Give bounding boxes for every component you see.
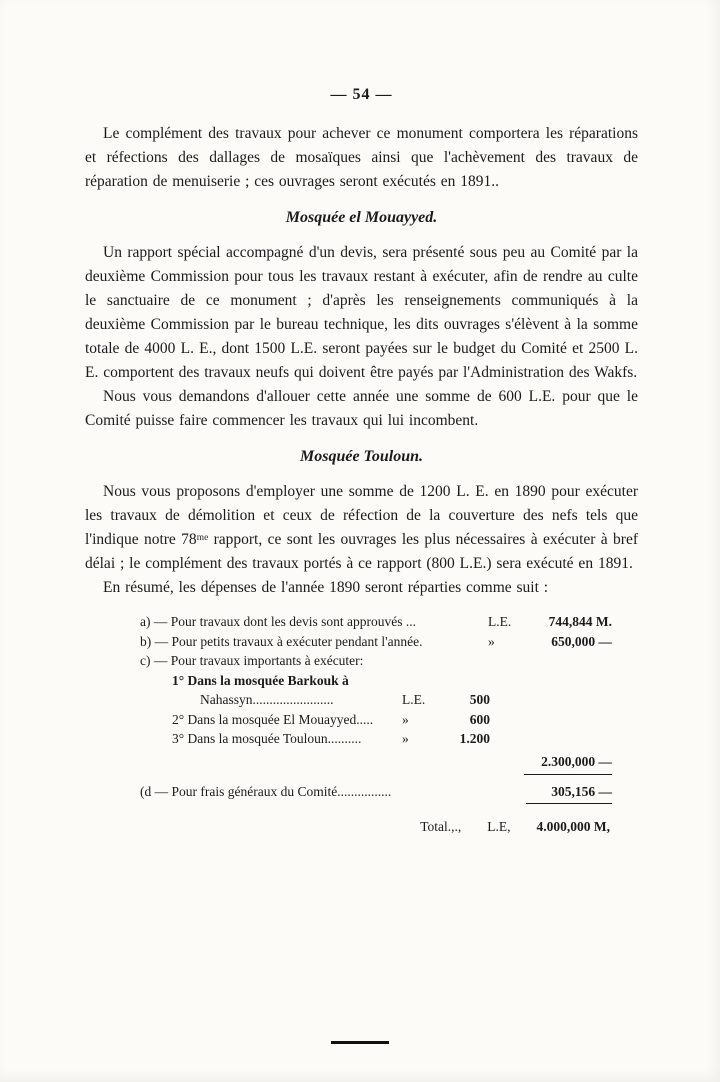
row-d-amount: 305,156 — xyxy=(526,782,612,805)
paragraph-demande-allocation: Nous vous demandons d'allouer cette année une somme de 600 L.E. pour que le Comité puisse faire commencer les travaux qui lui incombent. xyxy=(85,388,638,429)
summary-row-a xyxy=(140,612,612,632)
row-a-label: a) — Pour travaux dont les devis sont approuvés ... xyxy=(140,614,416,629)
subrow-2-amount: 600 xyxy=(469,711,490,727)
page-number: — 54 — xyxy=(330,86,393,103)
row-b-amount: 650,000 — xyxy=(551,633,612,649)
total-currency: L.E, xyxy=(487,819,511,835)
paragraph-monument-completion: Le complément des travaux pour achever ce monument comportera les réparations et réfections des dallages de mosaïques ainsi que l'achèvement des travaux de réparation de menuiserie ; ces ouvrages seront exécutés en 1891.. xyxy=(85,125,638,190)
summary-subtotal-row xyxy=(140,752,612,775)
subrow-1-label: Nahassyn........................ xyxy=(200,692,334,708)
section-heading-mosquee-el-mouayyed: Mosquée el Mouayyed. xyxy=(285,209,438,226)
section-heading-mosquee-touloun: Mosquée Touloun. xyxy=(300,448,423,465)
total-label: Total.,., xyxy=(420,819,462,835)
footer-rule xyxy=(331,1041,389,1044)
row-c-label: c) — Pour travaux importants à exécuter: xyxy=(140,653,364,669)
summary-row-b xyxy=(140,632,612,652)
subrow-3-amount: 1.200 xyxy=(459,731,490,747)
row-a-currency: L.E. xyxy=(488,614,512,629)
row-b-label: b) — Pour petits travaux à exécuter pendant l'année. xyxy=(140,633,423,649)
subrow-1-currency: L.E. xyxy=(402,692,426,708)
summary-subrow-1-line1: 1° Dans la mosquée Barkouk à xyxy=(172,672,349,688)
subrow-2-label: 2° Dans la mosquée El Mouayyed..... xyxy=(172,711,374,727)
subrow-2-currency: » xyxy=(402,711,409,727)
subrow-3-currency: » xyxy=(402,731,409,747)
paragraph-proposition-1200: Nous vous proposons d'employer une somme de 1200 L. E. en 1890 pour exécuter les travaux de démolition et ceux de réfection de la couverture des nefs tels que l'indique notre 78ᵐᵉ rapport, ce sont les ouvrages les plus nécessaires à exécuter à bref délai ; le complément des travaux portés à ce rapport (800 L.E.) sera exécuté en 1891. xyxy=(85,483,638,572)
total-amount: 4.000,000 M, xyxy=(536,819,610,835)
expense-summary-table xyxy=(140,612,612,837)
row-b-currency: » xyxy=(488,633,495,649)
summary-subrow-3 xyxy=(172,729,490,749)
summary-subrow-1-line2 xyxy=(200,690,490,710)
summary-total-row xyxy=(140,817,612,837)
summary-subrow-2 xyxy=(172,710,490,730)
row-d-label: (d — Pour frais généraux du Comité................ xyxy=(140,783,392,799)
paragraph-rapport-special: Un rapport spécial accompagné d'un devis, sera présenté sous peu au Comité par la deuxième Commission pour tous les travaux restant à exécuter, afin de rendre au culte le sanctuaire de ce monument ; d'après les renseignements communiqués à la deuxième Commission par le bureau technique, les dits ouvrages s'élèvent à la somme totale de 4000 L. E., dont 1500 L.E. seront payées sur le budget du Comité et 2500 L. E. comportent des travaux neufs qui doivent être payés par l'Administration des Wakfs. xyxy=(85,244,638,381)
subrow-1-amount: 500 xyxy=(469,692,490,708)
summary-row-c xyxy=(140,651,612,671)
paragraph-resume-intro: En résumé, les dépenses de l'année 1890 seront réparties comme suit : xyxy=(103,579,549,596)
summary-row-d xyxy=(140,782,612,805)
subtotal-amount: 2.300,000 — xyxy=(524,752,612,775)
subrow-3-label: 3° Dans la mosquée Touloun.......... xyxy=(172,731,362,747)
row-a-amount: 744,844 M. xyxy=(548,614,612,629)
